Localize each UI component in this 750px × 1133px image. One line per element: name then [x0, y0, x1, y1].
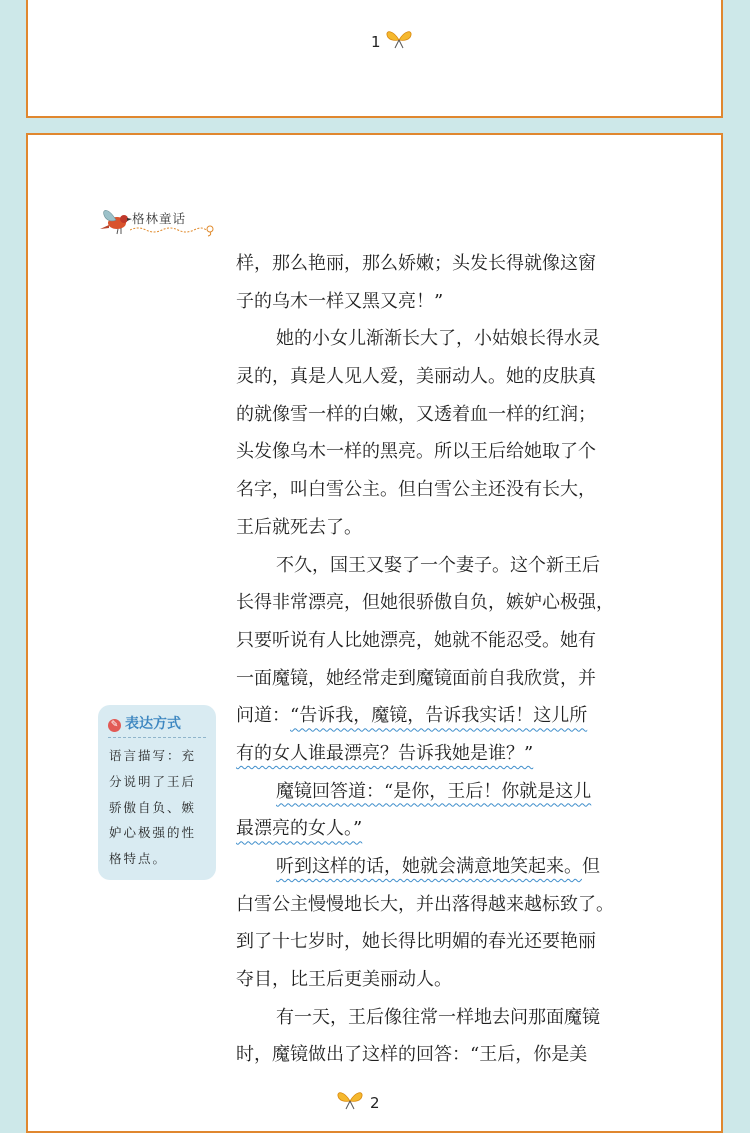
- book-page-2: [26, 133, 723, 1133]
- text-line: [236, 697, 636, 735]
- page-number: 2: [370, 1094, 380, 1112]
- annotation-line: 妒心极强的性: [109, 825, 197, 841]
- text-line: 白雪公主慢慢地长大，并出落得越来越标致了。: [236, 893, 614, 915]
- header-title: 格林童话: [132, 211, 187, 226]
- text-segment: 问道：: [236, 705, 290, 727]
- text-line: 灵的，真是人见人爱，美丽动人。她的皮肤真: [236, 366, 596, 388]
- text-line: [236, 773, 636, 811]
- text-line: 子的乌木一样又黑又亮！”: [236, 290, 444, 312]
- annotation-line: 骄傲自负、嫉: [109, 799, 197, 815]
- text-line: [236, 848, 636, 886]
- text-line: 长得非常漂亮，但她很骄傲自负，嫉妒心极强，: [236, 592, 614, 614]
- annotation-line: 格特点。: [109, 851, 168, 867]
- annotation-box: [98, 705, 216, 880]
- text-line: [236, 810, 636, 848]
- underlined-sentence: 听到这样的话，她就会满意地笑起来。: [276, 856, 582, 877]
- bird-icon: [98, 205, 132, 235]
- text-line: 名字，叫白雪公主。但白雪公主还没有长大，: [236, 479, 596, 501]
- underlined-quote: 魔镜回答道：“是你，王后！你就是这儿: [276, 780, 592, 802]
- butterfly-icon: [384, 28, 414, 50]
- text-line: 的就像雪一样的白嫩，又透着血一样的红润；: [236, 403, 596, 425]
- book-page-1: [26, 0, 723, 118]
- text-line: 头发像乌木一样的黑亮。所以王后给她取了个: [236, 441, 596, 463]
- annotation-line: 语言描写：充: [109, 748, 197, 763]
- annotation-title: [108, 713, 181, 733]
- text-line: [236, 735, 636, 773]
- text-line: 她的小女儿渐渐长大了，小姑娘长得水灵: [276, 328, 600, 350]
- running-header: [98, 205, 228, 245]
- text-line: 王后就死去了。: [236, 516, 362, 538]
- underlined-quote: “告诉我，魔镜，告诉我实话！这儿所: [290, 705, 588, 727]
- butterfly-icon: [335, 1089, 365, 1111]
- text-line: 样，那么艳丽，那么娇嫩；头发长得就像这窗: [236, 253, 596, 274]
- underlined-quote: 有的女人谁最漂亮？告诉我她是谁？”: [236, 742, 534, 764]
- text-segment: 但: [582, 856, 600, 877]
- page-number: 1: [371, 33, 381, 51]
- divider: [108, 737, 206, 738]
- pencil-icon: ✎: [108, 719, 121, 732]
- text-line: 到了十七岁时，她长得比明媚的春光还要艳丽: [236, 931, 596, 953]
- text-line: 夺目，比王后更美丽动人。: [236, 969, 452, 991]
- text-line: 时，魔镜做出了这样的回答：“王后，你是美: [236, 1044, 588, 1066]
- annotation-line: 分说明了王后: [109, 773, 197, 789]
- underlined-quote: 最漂亮的女人。”: [236, 818, 363, 840]
- annotation-body: [109, 743, 209, 872]
- header-flourish: [130, 223, 220, 237]
- text-line: 一面魔镜，她经常走到魔镜面前自我欣赏，并: [236, 667, 596, 689]
- text-line: 不久，国王又娶了一个妻子。这个新王后: [276, 554, 600, 576]
- text-line: 只要听说有人比她漂亮，她就不能忍受。她有: [236, 629, 596, 651]
- body-text: [236, 245, 636, 1074]
- text-line: 有一天，王后像往常一样地去问那面魔镜: [276, 1006, 600, 1028]
- annotation-title-text: 表达方式: [125, 716, 181, 732]
